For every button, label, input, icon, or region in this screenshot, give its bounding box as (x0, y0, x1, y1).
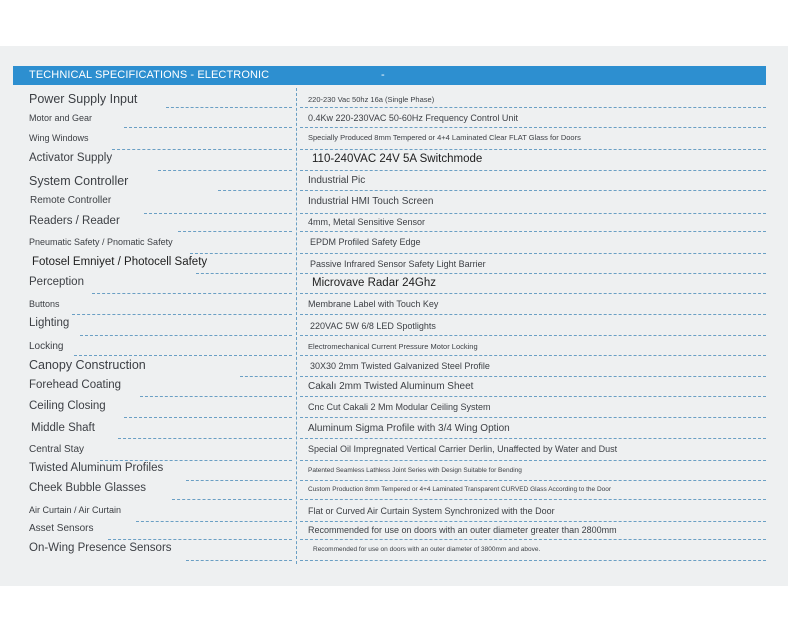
row-underline-left (108, 539, 292, 540)
spec-label: Fotosel Emniyet / Photocell Safety (32, 256, 208, 268)
spec-row-photocell-safety (0, 256, 800, 276)
row-underline-right (300, 438, 766, 439)
spec-value: Cakalı 2mm Twisted Aluminum Sheet (308, 381, 474, 392)
row-underline-left (196, 273, 292, 274)
row-underline-left (186, 560, 292, 561)
spec-label: Ceiling Closing (29, 400, 106, 412)
spec-value: 30X30 2mm Twisted Galvanized Steel Profile (310, 361, 490, 371)
row-underline-right (300, 149, 766, 150)
spec-row-lighting (0, 317, 800, 337)
spec-row-activator (0, 152, 800, 172)
spec-row-wing-windows (0, 130, 800, 150)
spec-row-readers (0, 215, 800, 235)
spec-label: Readers / Reader (29, 215, 120, 227)
spec-row-motor (0, 111, 800, 131)
spec-row-locking (0, 339, 800, 359)
row-underline-right (300, 190, 766, 191)
spec-label: Buttons (29, 299, 60, 309)
row-underline-right (300, 499, 766, 500)
spec-value: Specially Produced 8mm Tempered or 4+4 Laminated Clear FLAT Glass for Doors (308, 133, 581, 142)
row-underline-left (80, 335, 292, 336)
row-underline-left (118, 438, 292, 439)
row-underline-left (144, 213, 292, 214)
spec-row-forehead (0, 379, 800, 399)
row-underline-right (300, 335, 766, 336)
row-underline-left (166, 107, 292, 108)
row-underline-right (300, 213, 766, 214)
spec-row-asset-sensors (0, 521, 800, 541)
spec-label: Wing Windows (29, 133, 89, 143)
row-underline-right (300, 253, 766, 254)
row-underline-left (92, 293, 292, 294)
spec-label: System Controller (29, 174, 129, 188)
row-underline-right (300, 293, 766, 294)
row-underline-left (112, 149, 292, 150)
row-underline-left (218, 190, 292, 191)
spec-row-cheek-glasses (0, 482, 800, 502)
row-underline-left (158, 170, 292, 171)
spec-value: Industrial HMI Touch Screen (308, 196, 434, 207)
spec-value: Special Oil Impregnated Vertical Carrier Derlin, Unaffected by Water and Dust (308, 444, 618, 454)
spec-value: Flat or Curved Air Curtain System Synchronized with the Door (308, 506, 555, 516)
row-underline-right (300, 417, 766, 418)
spec-value: Microvave Radar 24Ghz (312, 277, 436, 289)
spec-label: Lighting (29, 317, 70, 329)
spec-label: Perception (29, 276, 84, 288)
spec-value: 4mm, Metal Sensitive Sensor (308, 217, 426, 227)
spec-row-central-stay (0, 442, 800, 462)
row-underline-left (178, 231, 292, 232)
row-underline-right (300, 560, 766, 561)
spec-value: 0.4Kw 220-230VAC 50-60Hz Frequency Control Unit (308, 113, 518, 123)
spec-row-twisted-aluminum (0, 462, 800, 482)
spec-label: Remote Controller (30, 195, 112, 206)
spec-value: Recommended for use on doors with an outer diameter greater than 2800mm (308, 525, 617, 535)
spec-value: Patented Seamless Lathless Joint Series with Design Suitable for Bending (308, 467, 522, 474)
spec-row-pneumatic-safety (0, 235, 800, 255)
row-underline-left (100, 460, 292, 461)
row-underline-left (124, 127, 292, 128)
spec-row-onwing-sensors (0, 542, 800, 562)
row-underline-right (300, 107, 766, 108)
spec-row-remote-controller (0, 194, 800, 214)
spec-value: Electromechanical Current Pressure Motor Locking (308, 342, 478, 351)
spec-label: Middle Shaft (31, 422, 95, 434)
spec-row-system-controller (0, 174, 800, 194)
row-underline-left (124, 417, 292, 418)
spec-value: EPDM Profiled Safety Edge (310, 237, 421, 247)
spec-label: Forehead Coating (29, 379, 122, 391)
row-underline-right (300, 460, 766, 461)
row-underline-left (240, 376, 292, 377)
row-underline-right (300, 480, 766, 481)
spec-header-dash: - (381, 69, 385, 81)
row-underline-right (300, 170, 766, 171)
spec-row-air-curtain (0, 503, 800, 523)
spec-row-middle-shaft (0, 421, 800, 441)
row-underline-left (74, 355, 292, 356)
row-underline-right (300, 396, 766, 397)
spec-label: Asset Sensors (29, 523, 94, 534)
spec-row-canopy (0, 358, 800, 378)
spec-row-perception (0, 276, 800, 296)
spec-value: Recommended for use on doors with an outer diameter of 3800mm and above. (313, 546, 541, 553)
spec-value: 110-240VAC 24V 5A Switchmode (312, 153, 483, 165)
spec-row-buttons (0, 297, 800, 317)
spec-label: Power Supply Input (29, 92, 138, 106)
spec-label: Activator Supply (29, 152, 113, 164)
spec-label: Central Stay (29, 444, 85, 455)
spec-value: 220-230 Vac 50hz 16a (Single Phase) (308, 95, 435, 104)
spec-label: Pneumatic Safety / Pnomatic Safety (29, 237, 173, 247)
spec-label: Air Curtain / Air Curtain (29, 505, 122, 515)
spec-header (13, 66, 766, 85)
row-underline-left (72, 314, 292, 315)
spec-row-ceiling (0, 400, 800, 420)
spec-label: Locking (29, 341, 64, 352)
row-underline-right (300, 376, 766, 377)
row-underline-right (300, 314, 766, 315)
row-underline-left (140, 396, 292, 397)
spec-value: Passive Infrared Sensor Safety Light Barrier (310, 259, 486, 269)
spec-value: Cnc Cut Cakali 2 Mm Modular Ceiling System (308, 402, 491, 412)
spec-value: Aluminum Sigma Profile with 3/4 Wing Option (308, 423, 510, 434)
spec-label: On-Wing Presence Sensors (29, 542, 172, 554)
spec-header-title: TECHNICAL SPECIFICATIONS - ELECTRONIC (29, 69, 270, 81)
spec-value: Industrial Pic (308, 175, 366, 186)
row-underline-right (300, 355, 766, 356)
row-underline-left (190, 253, 292, 254)
spec-label: Motor and Gear (29, 113, 93, 123)
spec-value: Custom Production 8mm Tempered or 4+4 Laminated Transparent CURVED Glass According to the Door (308, 486, 612, 493)
spec-label: Twisted Aluminum Profiles (29, 462, 164, 474)
row-underline-right (300, 231, 766, 232)
spec-label: Cheek Bubble Glasses (29, 482, 146, 494)
row-underline-left (186, 480, 292, 481)
row-underline-left (172, 499, 292, 500)
spec-label: Canopy Construction (29, 358, 146, 372)
row-underline-right (300, 273, 766, 274)
spec-row-power-supply (0, 91, 800, 111)
spec-value: 220VAC 5W 6/8 LED Spotlights (310, 321, 436, 331)
row-underline-right (300, 539, 766, 540)
spec-value: Membrane Label with Touch Key (308, 299, 439, 309)
row-underline-right (300, 127, 766, 128)
